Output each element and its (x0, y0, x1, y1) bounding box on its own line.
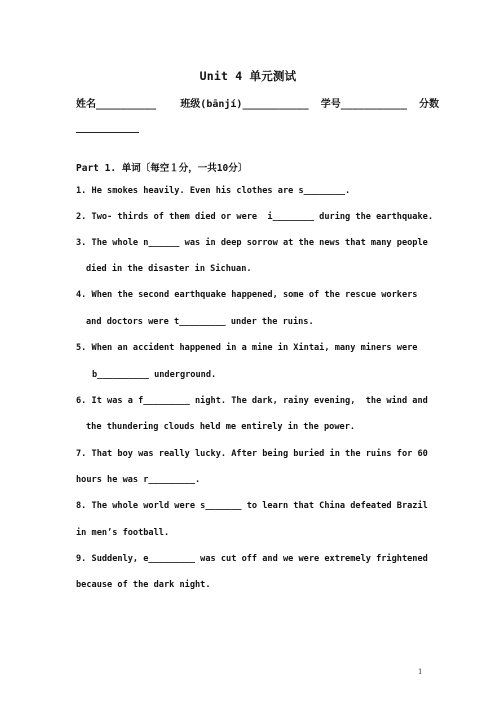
question-9: 9. Suddenly, e_________ was cut off and we were extremely frightened (76, 554, 428, 564)
question-7: 7. That boy was really lucky. After being buried in the ruins for 60 (76, 449, 428, 459)
score-field-label: 分数 (419, 99, 440, 110)
question-8-continued: in men’s football. (76, 528, 170, 538)
page-number: 1 (418, 668, 423, 676)
question-6: 6. It was a f_________ night. The dark, rainy evening, the wind and (76, 396, 428, 406)
question-1: 1. He smokes heavily. Even his clothes are s________. (76, 186, 351, 196)
question-7-continued: hours he was r_________. (76, 475, 201, 485)
question-4-continued: and doctors were t_________ under the ruins. (86, 317, 314, 327)
student-number-field-label: 学号___________ (320, 99, 407, 110)
part1-heading: Part 1. 单词〔每空１分，一共10分〕 (76, 163, 248, 174)
question-2: 2. Two- thirds of them died or were i________ during the earthquake. (76, 212, 433, 222)
question-8: 8. The whole world were s_______ to learn that China defeated Brazil (76, 501, 428, 511)
student-info-line (76, 95, 439, 110)
question-5-continued: b__________ underground. (92, 370, 217, 380)
question-3-continued: died in the disaster in Sichuan. (86, 264, 252, 274)
class-field-label: 班级(bānjí)___________ (180, 99, 309, 110)
question-5: 5. When an accident happened in a mine in Xintai, many miners were (76, 343, 418, 353)
score-blank-line (76, 132, 139, 133)
question-4: 4. When the second earthquake happened, some of the rescue workers (76, 290, 418, 300)
question-6-continued: the thundering clouds held me entirely in the power. (86, 422, 356, 432)
question-3: 3. The whole n______ was in deep sorrow at the news that many people (76, 238, 428, 248)
page-title: Unit 4 单元测试 (199, 69, 297, 83)
question-9-continued: because of the dark night. (76, 580, 211, 590)
name-field-label: 姓名__________ (76, 99, 157, 110)
